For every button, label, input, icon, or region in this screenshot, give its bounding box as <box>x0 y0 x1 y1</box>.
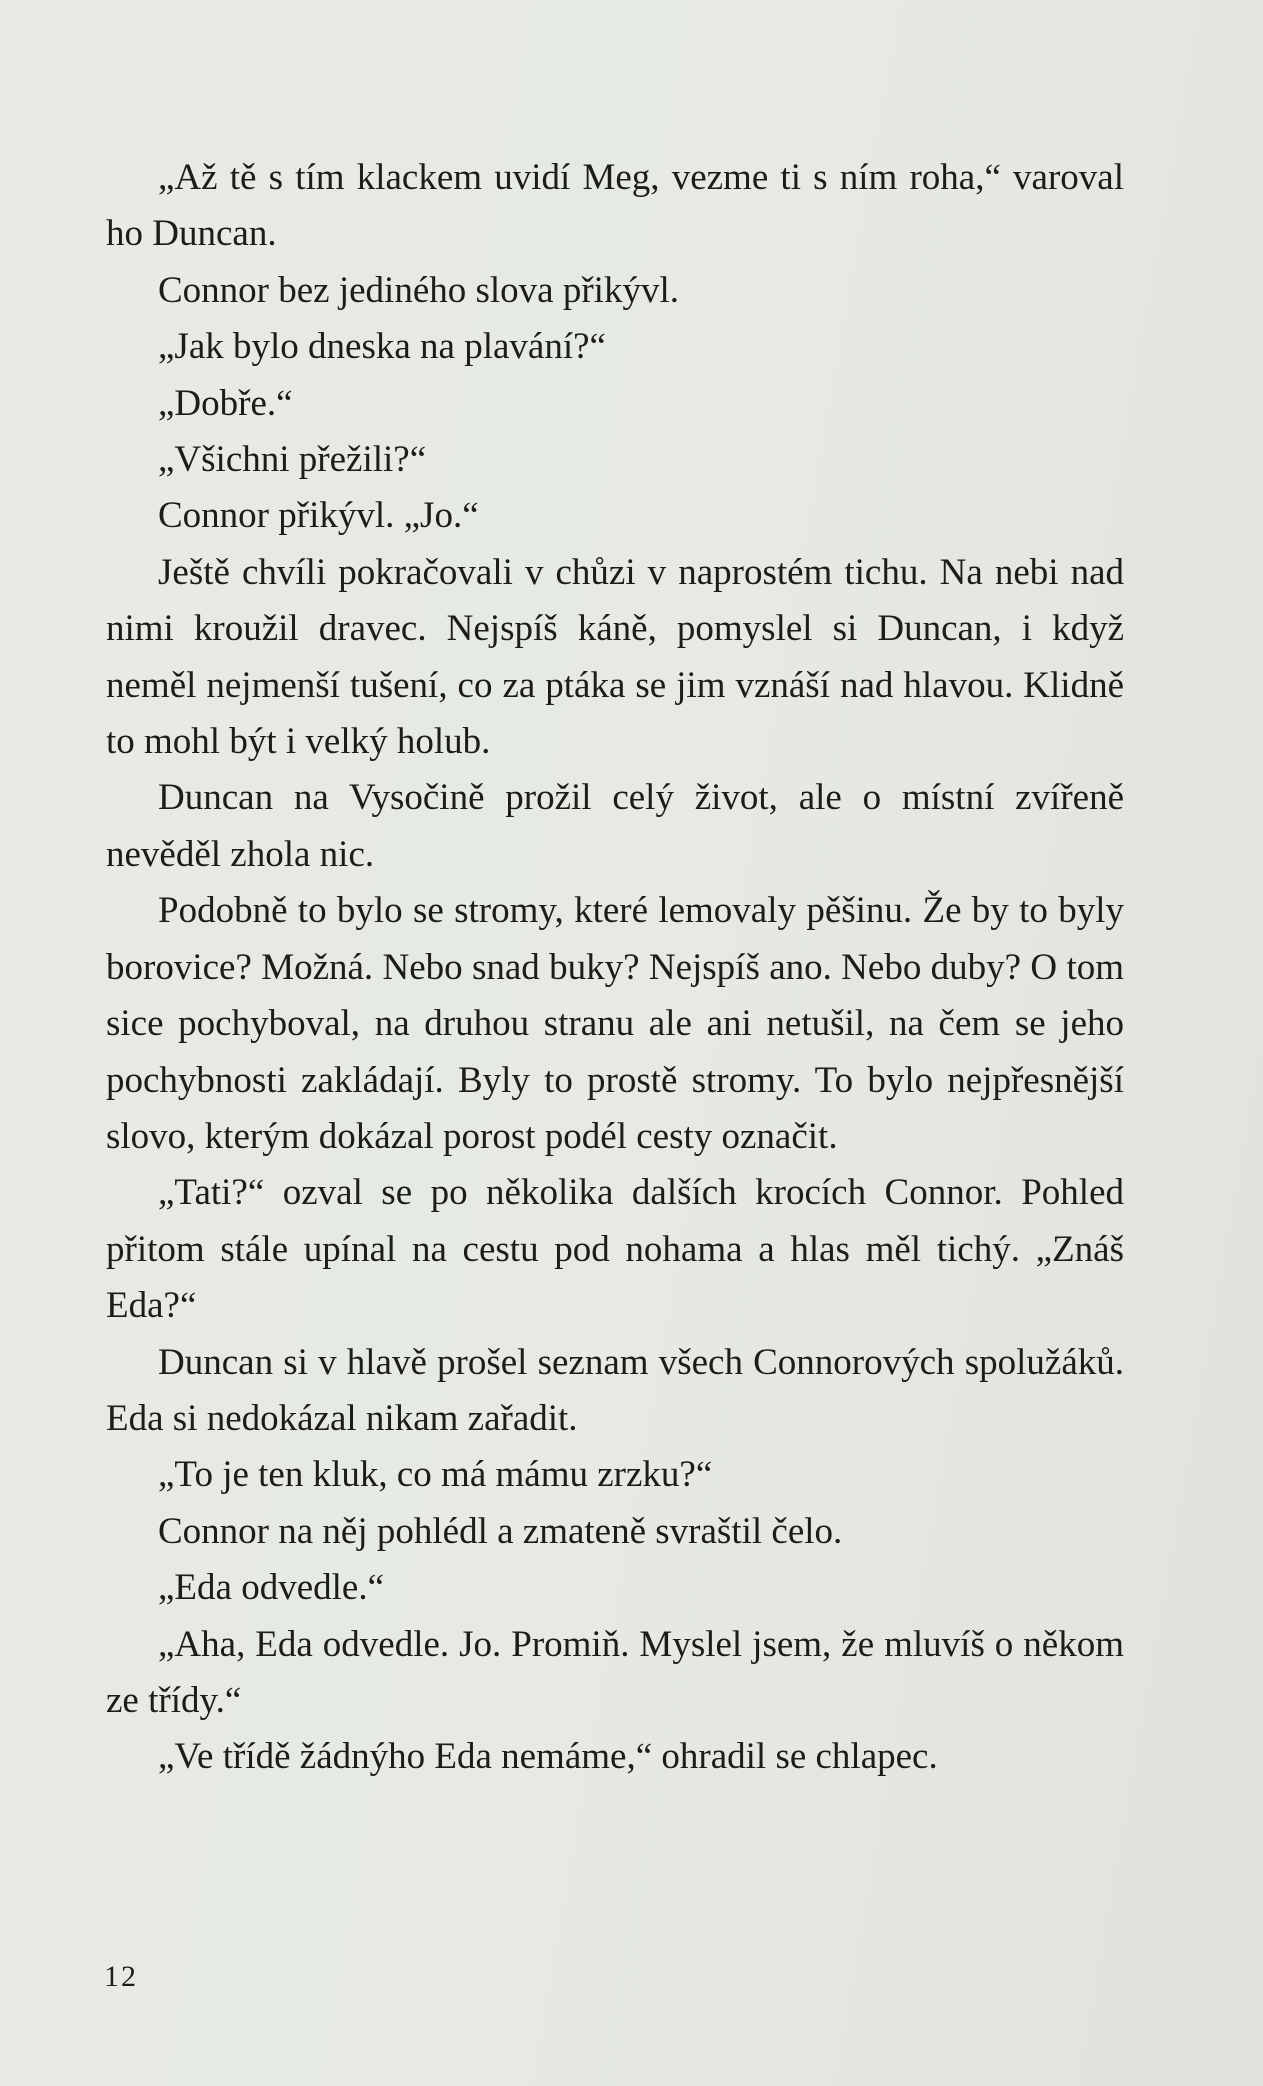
paragraph-13: Connor na něj pohlédl a zmateně svraštil čelo. <box>158 1510 843 1552</box>
paragraph-2: Connor bez jediného slova přikývl. <box>158 269 679 311</box>
page-number: 12 <box>104 1960 138 1993</box>
paragraph-3: „Jak bylo dneska na plavání?“ <box>158 326 606 368</box>
paragraph-11: Duncan si v hlavě prošel seznam všech Connorových spolužáků. Eda si nedokázal nikam zařadit. <box>106 1341 1124 1439</box>
paragraph-1: „Až tě s tím klackem uvidí Meg, vezme ti s ním roha,“ varoval ho Duncan. <box>106 157 1124 255</box>
paragraph-9: Podobně to bylo se stromy, které lemovaly pěšinu. Že by to byly borovice? Možná. Nebo snad buky? Nejspíš ano. Nebo duby? O tom sice pochyboval, na druhou stranu ale ani netušil, na čem se jeho pochybnosti zakládají. Byly to prostě stromy. To bylo nejpřesnější slovo, kterým dokázal porost podél cesty označit. <box>106 890 1124 1157</box>
body-text <box>106 150 1124 1786</box>
paragraph-14: „Eda odvedle.“ <box>158 1567 384 1609</box>
paragraph-12: „To je ten kluk, co má mámu zrzku?“ <box>158 1454 713 1496</box>
paragraph-16: „Ve třídě žádnýho Eda nemáme,“ ohradil se chlapec. <box>158 1736 938 1778</box>
paragraph-7: Ještě chvíli pokračovali v chůzi v naprostém tichu. Na nebi nad nimi kroužil dravec. Nejspíš káně, pomyslel si Duncan, i když neměl nejmenší tušení, co za ptáka se jim vznáší nad hlavou. Klidně to mohl být i velký holub. <box>106 551 1124 763</box>
paragraph-10: „Tati?“ ozval se po několika dalších krocích Connor. Pohled přitom stále upínal na cestu pod nohama a hlas měl tichý. „Znáš Eda?“ <box>106 1172 1124 1327</box>
paragraph-4: „Dobře.“ <box>158 382 293 424</box>
paragraph-5: „Všichni přežili?“ <box>158 439 427 481</box>
paragraph-6: Connor přikývl. „Jo.“ <box>158 495 479 537</box>
paragraph-15: „Aha, Eda odvedle. Jo. Promiň. Myslel jsem, že mluvíš o někom ze třídy.“ <box>106 1623 1124 1721</box>
paragraph-8: Duncan na Vysočině prožil celý život, ale o místní zvířeně nevěděl zhola nic. <box>106 777 1124 875</box>
